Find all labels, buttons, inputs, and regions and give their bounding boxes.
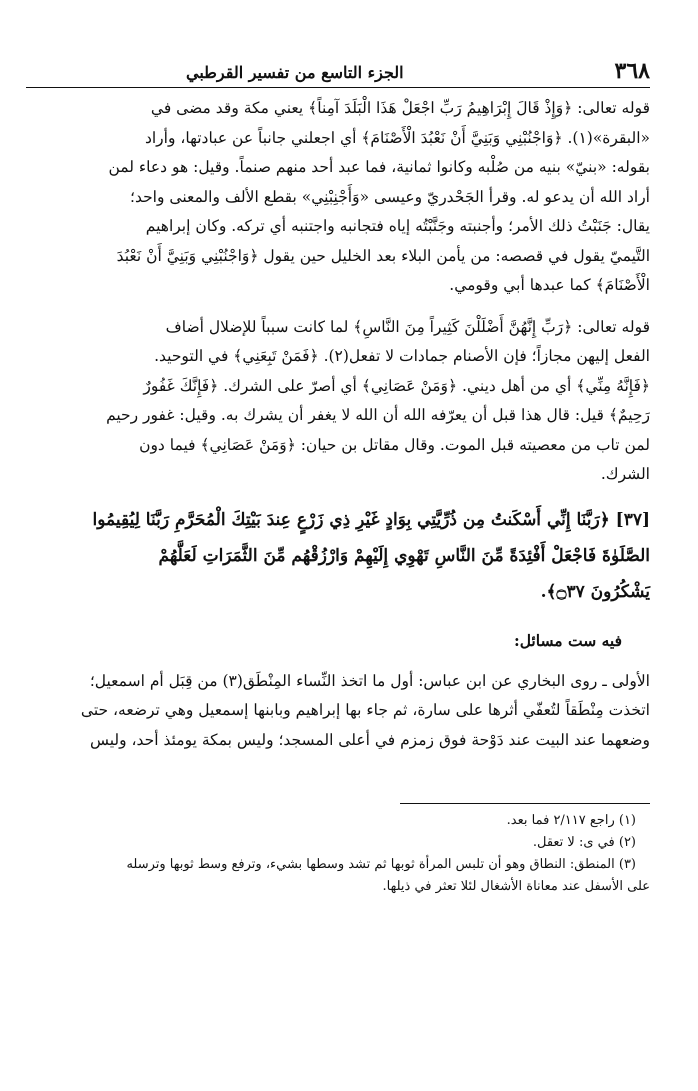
quran-verse-block [26,502,650,610]
text-line: الفعل إليهن مجازاً؛ فإن الأصنام جمادات لا تفعل(٢). ﴿فَمَنْ تَبِعَنِي﴾ في التوحيد. [154,347,650,365]
text-line: بقوله: «بنيّ» بنيه من صُلْبه وكانوا ثمانية، فما عبد أحد منهم صنماً. وقيل: هو دعاء لمن [108,158,650,176]
footnote-3-continued: على الأسفل عند معاناة الأشغال لئلا تعثر في ذيلها. [382,879,650,894]
footnote-1: (١) راجع ٢/١١٧ فما بعد. [506,813,636,828]
footnote-3: (٣) المنطق: النطاق وهو أن تلبس المرأة ثوبها ثم تشد وسطها بشيء، وترفع وسط ثوبها وترسله [126,857,636,872]
text-line: يقال: جَنَبْتُ ذلك الأمر؛ وأجنبته وجَنَّبْتُه إياه فتجانبه واجتنبه أي تركه. وكان إبراهيم [145,217,650,235]
verse-line-3: يَشْكُرُونَ ۝٣٧﴾. [540,581,650,602]
verse-number: [٣٧] [615,509,650,530]
text-line: الشرك. [600,465,650,483]
page-header [26,58,650,88]
text-line: «البقرة»(١). ﴿وَاجْنُبْنِي وَبَنِيَّ أَنْ نَعْبُدَ الْأَصْنَامَ﴾ أي اجعلني جانباً عن عبادتها، وأراد [144,128,650,147]
text-line: اتخذت مِنْطَقاً لتُعفّي أثرها على سارة، ثم جاء بها إبراهيم وبابنها إسمعيل وهي ترضعه، حتى [80,701,650,719]
verse-text: ﴿رَبَّنَا إِنِّي أَسْكَنتُ مِن ذُرِّيَّتِي بِوَادٍ غَيْرِ ذِي زَرْعٍ عِندَ بَيْتِكَ الْمُحَرَّمِ رَبَّنَا لِيُقِيمُوا [92,509,610,530]
text-line: أراد الله أن يدعو له. وقرأ الجَحْدريّ وعيسى «وَأَجْنِبْنِي» بقطع الألف والمعنى واحد؛ [130,187,650,206]
issues-heading: فيه ست مسائل: [513,630,622,650]
verse-line-2: الصَّلَوٰةَ فَاجْعَلْ أَفْئِدَةً مِّنَ النَّاسِ تَهْوِي إِلَيْهِمْ وَارْزُقْهُم مِّنَ الثَّمَرَاتِ لَعَلَّهُمْ [158,545,650,566]
first-issue [26,667,650,756]
text-line: قوله تعالى: ﴿وَإِذْ قَالَ إِبْرَاهِيمُ رَبِّ اجْعَلْ هَذَا الْبَلَدَ آمِناً﴾ يعني مكة وقد مضى في [150,99,650,117]
text-line: الأولى ـ روى البخاري عن ابن عباس: أول ما اتخذ النِّساء المِنْطَق(٣) من قِبَل أم اسمعيل؛ [89,671,650,690]
text-line: التَّيميّ يقول في قصصه: من يأمن البلاء بعد الخليل حين يقول ﴿وَاجْنُبْنِي وَبَنِيَّ أَنْ نَعْبُدَ [116,246,650,265]
footnotes [26,810,650,898]
text-line: رَحِيمٌ﴾ قيل: قال هذا قبل أن يعرّفه الله أن الله لا يغفر أن يشرك به. وقيل: غفور رحيم [106,406,650,424]
paragraph-2 [26,313,650,490]
running-title: الجزء التاسع من تفسير القرطبي [186,63,404,82]
text-line: وضعهما عند البيت عند دَوْحة فوق زمزم في أعلى المسجد؛ وليس بمكة يومئذ أحد، وليس [89,730,650,749]
footnote-2: (٢) في ى: لا تعقل. [532,835,636,850]
text-line: لمن تاب من معصيته قبل الموت. وقال مقاتل بن حيان: ﴿وَمَنْ عَصَانِي﴾ فيما دون [139,435,650,454]
text-line: ﴿فَإِنَّهُ مِنِّي﴾ أي من أهل ديني. ﴿وَمَنْ عَصَانِي﴾ أي أصرّ على الشرك. ﴿فَإِنَّكَ غَفُورٌ [143,376,650,395]
text-line: الْأَصْنَامَ﴾ كما عبدها أبي وقومي. [449,276,650,294]
paragraph-1 [26,94,650,301]
page-number: ٣٦٨ [614,58,650,84]
verse-line-1 [26,502,650,538]
text-line: قوله تعالى: ﴿رَبِّ إِنَّهُنَّ أَضْلَلْنَ كَثِيراً مِنَ النَّاسِ﴾ لما كانت سبباً للإضلال أضاف [165,317,650,336]
footnote-divider [400,803,650,804]
